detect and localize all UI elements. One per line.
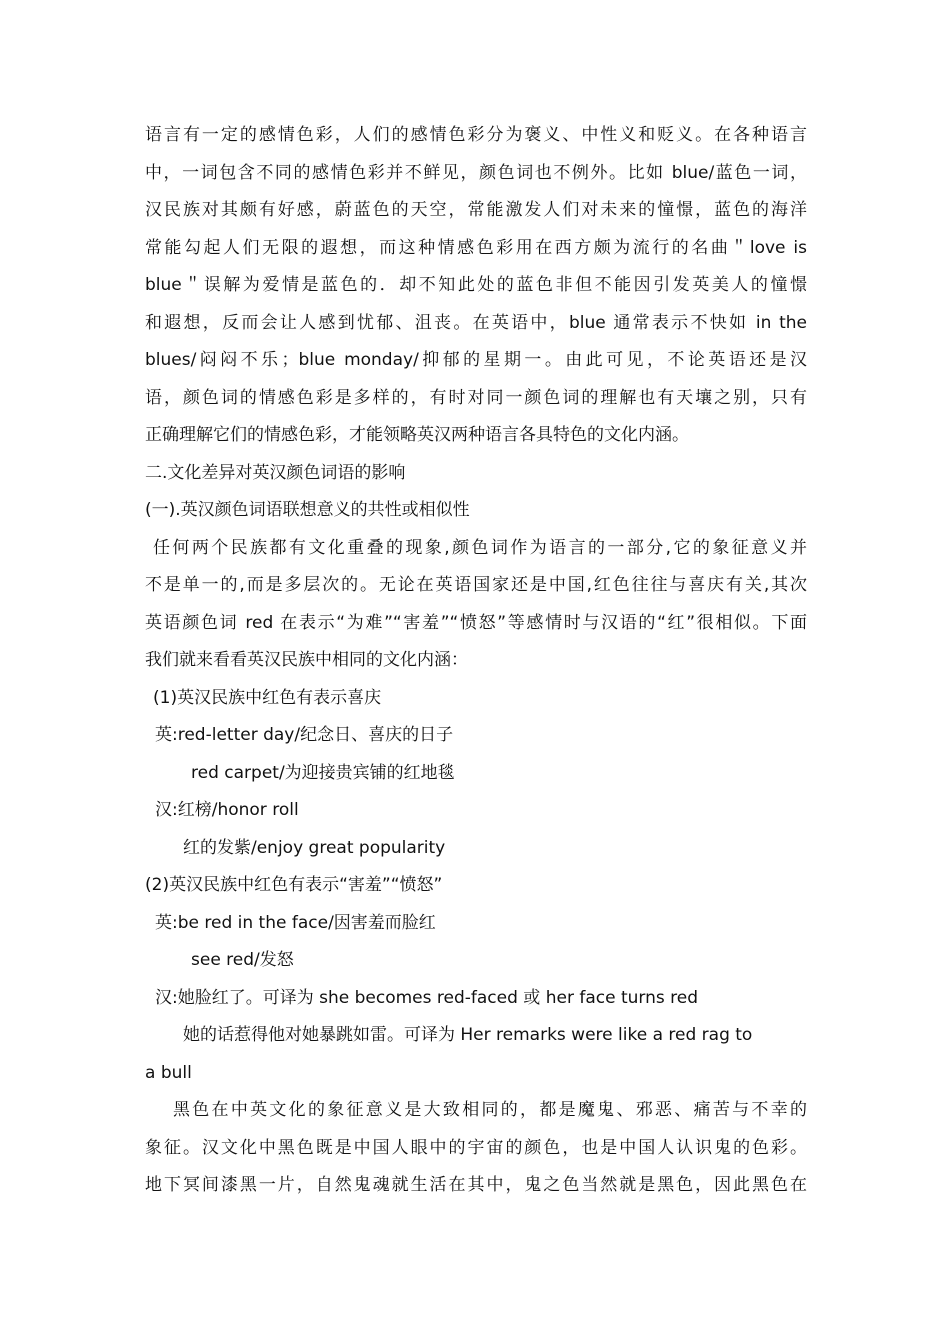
- example-line: 她的话惹得他对她暴跳如雷。可译为 Her remarks were like a red rag to: [183, 1025, 753, 1045]
- example-line: 英:be red in the face/因害羞而脸红: [155, 912, 436, 933]
- text-line: blue＂误解为爱情是蓝色的．却不知此处的蓝色非但不能因引发英美人的憧憬: [145, 275, 807, 295]
- example-line: 汉:红榜/honor roll: [155, 800, 299, 820]
- text-line: 不是单一的,而是多层次的。无论在英语国家还是中国,红色往往与喜庆有关,其次: [145, 575, 807, 595]
- text-line: 常能勾起人们无限的遐想，而这种情感色彩用在西方颇为流行的名曲＂love is: [145, 237, 807, 258]
- text-line: blues/闷闷不乐；blue monday/抑郁的星期一。由此可见，不论英语还是汉: [145, 350, 807, 370]
- text-line: 英语颜色词 red 在表示“为难”“害羞”“愤怒”等感情时与汉语的“红”很相似。下面: [145, 612, 807, 633]
- text-line: 语言有一定的感情色彩，人们的感情色彩分为褒义、中性义和贬义。在各种语言: [145, 125, 807, 145]
- body-text: [145, 117, 807, 1205]
- example-line: 红的发紫/enjoy great popularity: [183, 837, 446, 858]
- example-line: a bull: [145, 1062, 192, 1083]
- text-line: 中，一词包含不同的感情色彩并不鲜见，颜色词也不例外。比如 blue/蓝色一词，: [145, 162, 807, 183]
- text-line: 任何两个民族都有文化重叠的现象,颜色词作为语言的一部分,它的象征意义并: [153, 537, 807, 558]
- example-heading: (2)英汉民族中红色有表示“害羞”“愤怒”: [145, 875, 443, 895]
- text-line: 语，颜色词的情感色彩是多样的，有时对同一颜色词的理解也有天壤之别，只有: [145, 387, 807, 408]
- text-line: 和遐想，反而会让人感到忧郁、沮丧。在英语中，blue 通常表示不快如 in the: [145, 312, 807, 333]
- example-line: 汉:她脸红了。可译为 she becomes red-faced 或 her face turns red: [155, 987, 698, 1008]
- example-line: red carpet/为迎接贵宾铺的红地毯: [191, 762, 455, 783]
- subsection-heading: (一).英汉颜色词语联想意义的共性或相似性: [145, 500, 470, 520]
- example-line: see red/发怒: [191, 950, 294, 970]
- section-heading: 二.文化差异对英汉颜色词语的影响: [145, 462, 406, 483]
- text-line: 象征。汉文化中黑色既是中国人眼中的宇宙的颜色，也是中国人认识鬼的色彩。: [145, 1137, 807, 1158]
- example-line: 英:red-letter day/纪念日、喜庆的日子: [155, 725, 454, 745]
- text-line: 黑色在中英文化的象征意义是大致相同的，都是魔鬼、邪恶、痛苦与不幸的: [173, 1100, 807, 1120]
- text-line: 地下冥间漆黑一片，自然鬼魂就生活在其中，鬼之色当然就是黑色，因此黑色在: [145, 1175, 807, 1195]
- text-line: 我们就来看看英汉民族中相同的文化内涵：: [145, 650, 468, 670]
- text-line: 正确理解它们的情感色彩，才能领略英汉两种语言各具特色的文化内涵。: [145, 425, 689, 445]
- text-line: 汉民族对其颇有好感，蔚蓝色的天空，常能激发人们对未来的憧憬，蓝色的海洋: [145, 200, 807, 220]
- example-heading: (1)英汉民族中红色有表示喜庆: [153, 687, 382, 708]
